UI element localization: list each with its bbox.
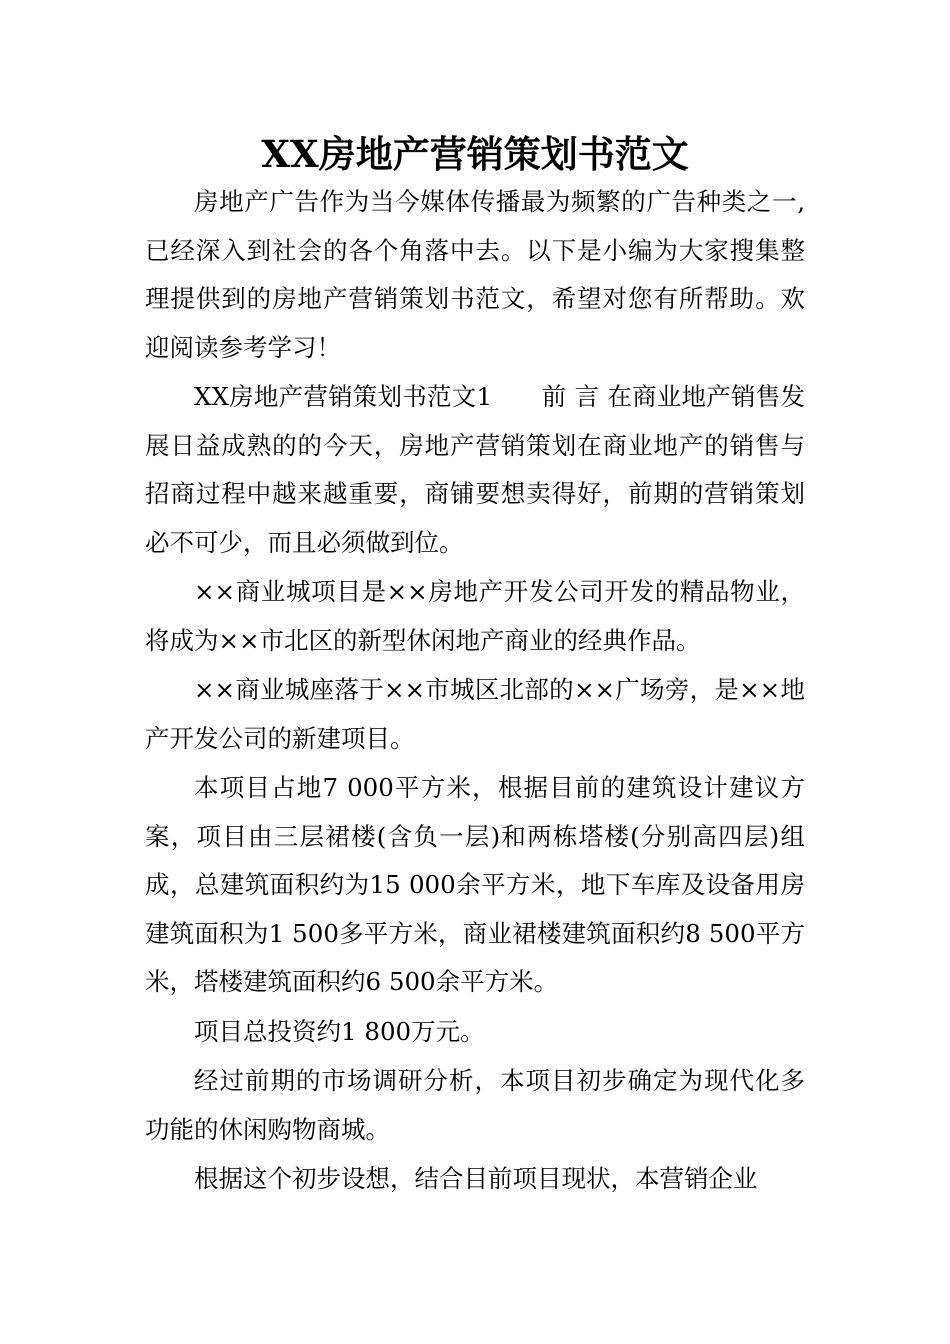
paragraph: ××商业城项目是××房地产开发公司开发的精品物业，将成为××市北区的新型休闲地产商业的经典作品。 [145,577,805,655]
paragraph: XX房地产营销策划书范文1 前 言 在商业地产销售发展日益成熟的的今天，房地产营销策划在商业地产的销售与招商过程中越来越重要，商铺要想卖得好，前期的营销策划必不可少，而且必须做到位。 [145,382,805,557]
paragraph: ××商业城座落于××市城区北部的××广场旁，是××地产开发公司的新建项目。 [145,675,805,753]
document-body [145,178,805,1205]
paragraph: 房地产广告作为当今媒体传播最为频繁的广告种类之一,已经深入到社会的各个角落中去。以下是小编为大家搜集整理提供到的房地产营销策划书范文，希望对您有所帮助。欢迎阅读参考学习！ [145,187,805,362]
document-title: XX房地产营销策划书范文 [261,132,689,176]
paragraph: 项目总投资约1 800万元。 [194,1016,485,1046]
paragraph: 经过前期的市场调研分析，本项目初步确定为现代化多功能的休闲购物商城。 [145,1066,805,1144]
paragraph: 根据这个初步设想，结合目前项目现状，本营销企业 [194,1164,758,1193]
paragraph: 本项目占地7 000平方米，根据目前的建筑设计建议方案，项目由三层裙楼(含负一层)和两栋塔楼(分别高四层)组成，总建筑面积约为15 000余平方米，地下车库及设备用房建筑面积为1 500多平方米，商业裙楼建筑面积约8 500平方米，塔楼建筑面积约6 500余平方米。 [145,773,805,996]
